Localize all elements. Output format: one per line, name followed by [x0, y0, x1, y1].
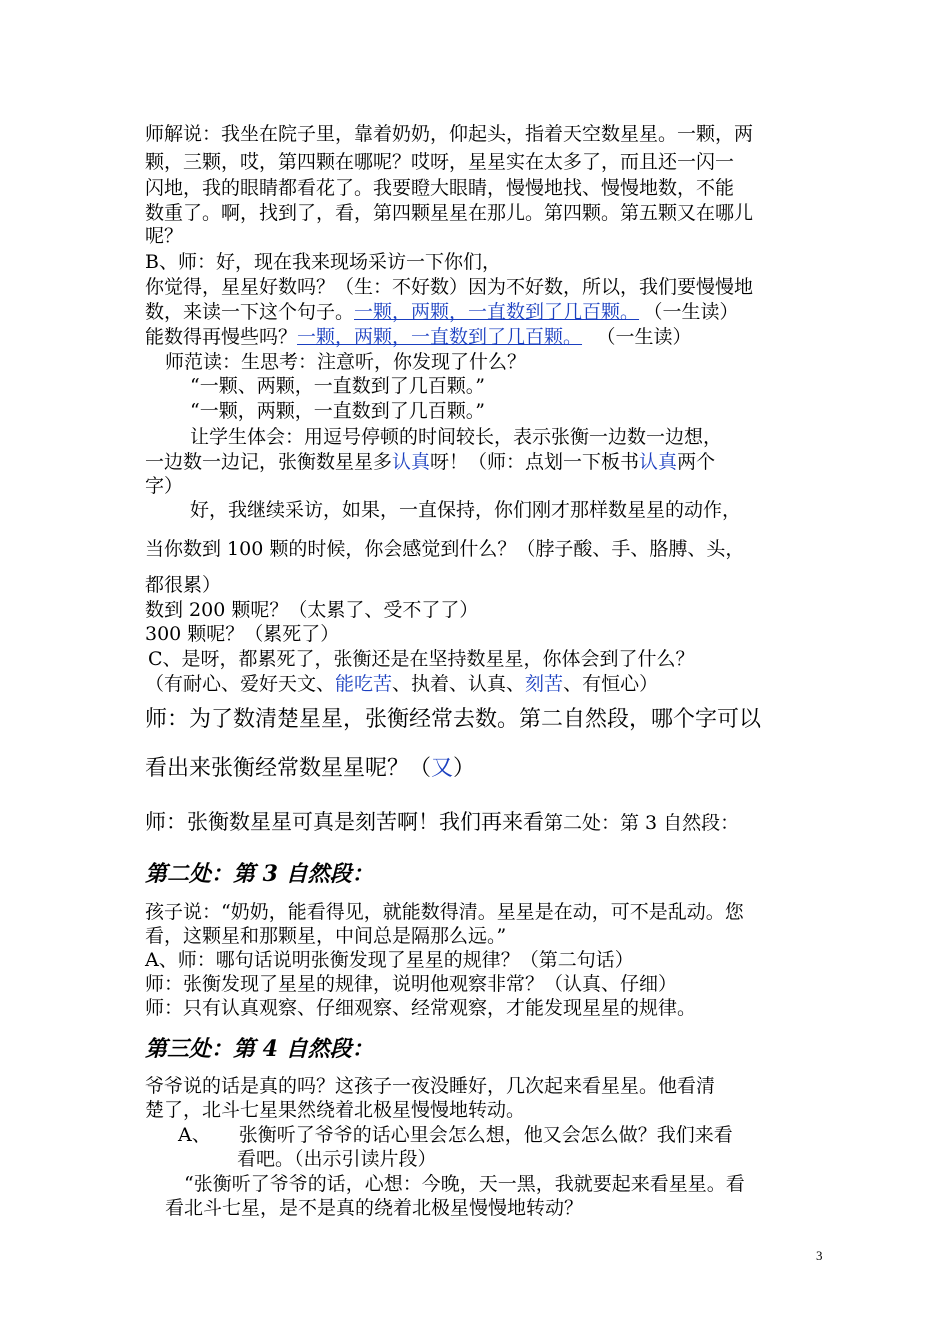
text-run: （有耐心、爱好天文、 — [145, 673, 336, 695]
text-line — [145, 810, 739, 835]
text-run: 数，来读一下这个句子。 — [145, 301, 355, 323]
section-heading: 第二处：第 3 自然段： — [145, 861, 374, 887]
text-line: 都很累） — [145, 574, 222, 596]
text-line — [178, 1123, 733, 1147]
text-line: 闪地，我的眼睛都看花了。我要瞪大眼睛，慢慢地找、慢慢地数，不能 — [145, 177, 735, 199]
text-line: A、师：哪句话说明张衡发现了星星的规律？（第二句话） — [145, 949, 634, 971]
text-line — [145, 450, 715, 474]
text-line: 颗，三颗，哎，第四颗在哪呢？哎呀，星星实在太多了，而且还一闪一 — [145, 151, 735, 173]
page-number: 3 — [816, 1248, 823, 1263]
text-run: 、执着、认真、 — [392, 673, 526, 695]
text-run: 一边数一边记，张衡数星星多 — [145, 451, 393, 473]
text-line: 让学生体会：用逗号停顿的时间较长，表示张衡一边数一边想， — [190, 426, 723, 448]
highlight-word: 又 — [431, 756, 454, 781]
text-line: 看北斗七星，是不是真的绕着北极星慢慢地转动？ — [165, 1197, 584, 1219]
text-line — [145, 672, 658, 696]
list-marker: A、 — [178, 1124, 211, 1146]
text-run: 能数得再慢些吗？ — [145, 326, 298, 348]
text-run: （一生读） — [606, 326, 692, 348]
highlight-word: 认真 — [639, 451, 678, 473]
text-line: 你觉得，星星好数吗？（生：不好数）因为不好数，所以，我们要慢慢地 — [145, 276, 754, 298]
text-line: 好，我继续采访，如果，一直保持，你们刚才那样数星星的动作， — [190, 499, 742, 521]
text-line: “一颗、两颗，一直数到了几百颗。” — [190, 375, 485, 397]
text-line: 师：张衡发现了星星的规律，说明他观察非常？（认真、仔细） — [145, 973, 678, 995]
text-line: 呢？ — [145, 225, 184, 247]
highlight-word: 能吃苦 — [335, 673, 393, 695]
text-line: 看，这颗星和那颗星，中间总是隔那么远。” — [145, 925, 507, 947]
text-line: “一颗，两颗，一直数到了几百颗。” — [190, 400, 485, 422]
text-line: “张衡听了爷爷的话，心想：今晚，天一黑，我就要起来看星星。看 — [184, 1173, 745, 1195]
highlight-word: 刻苦 — [525, 673, 564, 695]
text-run: 两个 — [677, 451, 716, 473]
text-line: 数重了。啊，找到了，看，第四颗星星在那儿。第四颗。第五颗又在哪儿 — [145, 202, 754, 224]
text-line: 当你数到 100 颗的时候，你会感觉到什么？（脖子酸、手、胳膊、头， — [145, 538, 745, 560]
text-run: 、有恒心） — [563, 673, 659, 695]
text-run: （一生读） — [653, 301, 739, 323]
text-run: 第二处：第 3 自然段： — [544, 812, 740, 834]
text-line: 师：为了数清楚星星，张衡经常去数。第二自然段，哪个字可以 — [145, 707, 762, 732]
text-run: 呀！（师：点划一下板书 — [430, 451, 640, 473]
text-line: 数到 200 颗呢？（太累了、受不了了） — [145, 599, 479, 621]
text-run: 师：张衡数星星可真是刻苦啊！我们再来看 — [145, 810, 544, 834]
text-line: 师范读：生思考：注意听，你发现了什么？ — [165, 351, 527, 373]
text-run: 张衡听了爷爷的话心里会怎么想，他又会怎么做？我们来看 — [238, 1124, 733, 1146]
text-run: ） — [453, 756, 476, 781]
text-line: 300 颗呢？（累死了） — [145, 623, 340, 645]
text-line: B、师：好，现在我来现场采访一下你们， — [145, 251, 501, 273]
text-line: 爷爷说的话是真的吗？这孩子一夜没睡好，几次起来看星星。他看清 — [145, 1075, 716, 1097]
highlight-word: 认真 — [392, 451, 431, 473]
text-line: 师解说：我坐在院子里，靠着奶奶，仰起头，指着天空数星星。一颗，两 — [145, 123, 754, 145]
text-line — [145, 325, 692, 349]
text-line: 孩子说：“奶奶，能看得见，就能数得清。星星是在动，可不是乱动。您 — [145, 901, 744, 923]
text-line — [145, 300, 739, 324]
text-line: 看吧。（出示引读片段） — [237, 1148, 437, 1170]
text-line: 师：只有认真观察、仔细观察、经常观察，才能发现星星的规律。 — [145, 997, 697, 1019]
text-run: 看出来张衡经常数星星呢？（ — [145, 756, 432, 781]
section-heading: 第三处：第 4 自然段： — [145, 1036, 374, 1062]
text-line: 楚了，北斗七星果然绕着北极星慢慢地转动。 — [145, 1099, 526, 1121]
text-line — [145, 757, 475, 781]
text-line: C、是呀，都累死了，张衡还是在坚持数星星，你体会到了什么？ — [148, 648, 695, 670]
text-line: 字） — [145, 475, 184, 497]
linked-sentence[interactable]: 一颗，两颗，一直数到了几百颗。 — [354, 301, 640, 323]
linked-sentence[interactable]: 一颗，两颗，一直数到了几百颗。 — [297, 326, 583, 348]
